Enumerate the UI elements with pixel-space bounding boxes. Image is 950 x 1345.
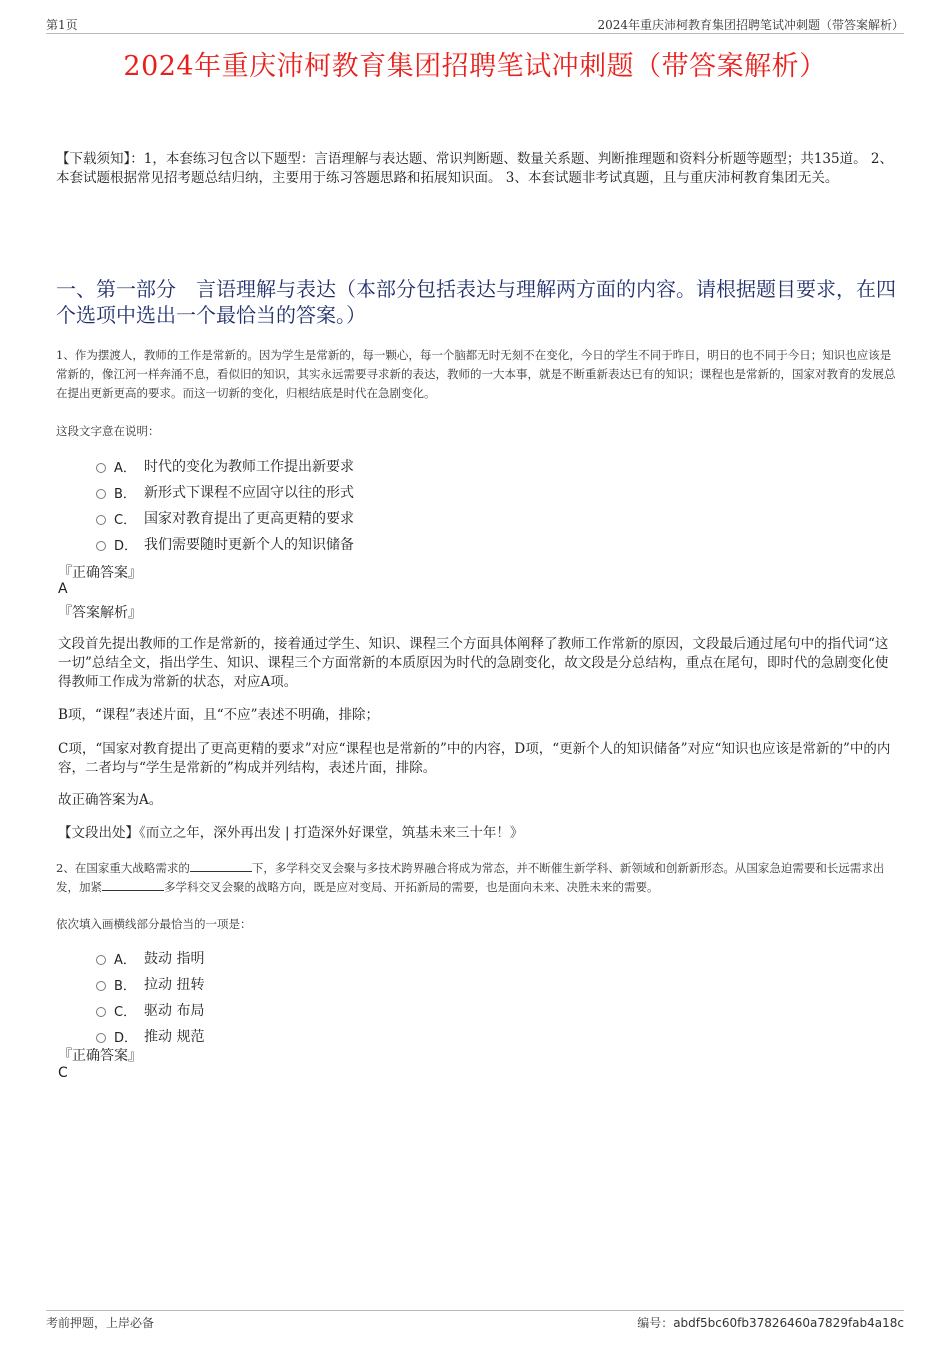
q1-option-a[interactable]	[96, 453, 354, 479]
option-text: 拉动 扭转	[144, 977, 205, 993]
q2-text-part-1: 2、在国家重大战略需求的	[56, 861, 190, 875]
fill-blank-2	[102, 879, 164, 891]
option-letter: B．	[114, 486, 136, 502]
q1-answer-label: 『正确答案』	[58, 565, 142, 581]
q1-analysis-para-3: C项，“国家对教育提出了更高更精的要求”对应“课程也是常新的”中的内容，D项，“更新个人的知识储备”对应“知识也应该是常新的”中的内容，二者均与“学生是常新的”构成并列结构，表述片面，排除。	[58, 741, 891, 776]
radio-icon[interactable]	[96, 1033, 106, 1043]
option-letter: D．	[114, 538, 138, 554]
radio-icon[interactable]	[96, 1007, 106, 1017]
question-2-text	[56, 859, 898, 897]
footer-slogan: 考前押题，上岸必备	[46, 1316, 155, 1330]
question-2-options	[96, 945, 204, 1049]
document-title: 2024年重庆沛柯教育集团招聘笔试冲刺题（带答案解析）	[123, 51, 827, 82]
option-text: 鼓动 指明	[144, 951, 205, 967]
q2-text-part-3: 多学科交叉会聚的战略方向，既是应对变局、开拓新局的需要，也是面向未来、决胜未来的需要。	[164, 880, 659, 894]
option-text: 推动 规范	[144, 1029, 205, 1045]
radio-icon[interactable]	[96, 955, 106, 965]
question-1-prompt: 这段文字意在说明：	[56, 424, 160, 438]
radio-icon[interactable]	[96, 541, 106, 551]
option-text: 我们需要随时更新个人的知识储备	[144, 537, 354, 553]
option-text: 驱动 布局	[144, 1003, 205, 1019]
q1-analysis-para-4: 故正确答案为A。	[58, 792, 163, 808]
question-2-prompt: 依次填入画横线部分最恰当的一项是：	[56, 917, 252, 931]
q1-analysis-para-1: 文段首先提出教师的工作是常新的，接着通过学生、知识、课程三个方面具体阐释了教师工作常新的原因，文段最后通过尾句中的指代词“这一切”总结全文，指出学生、知识、课程三个方面常新的本质原因为时代的急剧变化，故文段是分总结构，重点在尾句，即时代的急剧变化使得教师工作成为常新的状态，对应A项。	[58, 636, 889, 690]
q2-text-part-2: 下，多学科交叉会聚与多技术跨界融合将成为常态，并不断催生新学科、新领域和创新新形态。从国家急迫需要和长远需求出发，加紧	[56, 861, 885, 894]
q1-analysis-label: 『答案解析』	[58, 605, 142, 621]
q1-analysis-para-2: B项，“课程”表述片面，且“不应”表述不明确，排除；	[58, 707, 380, 723]
page-header	[46, 14, 904, 34]
section-title: 一、第一部分 言语理解与表达（本部分包括表达与理解两方面的内容。请根据题目要求，在四个选项中选出一个最恰当的答案。）	[56, 277, 896, 327]
option-letter: C．	[114, 512, 137, 528]
page-number: 第1页	[46, 18, 78, 32]
footer-divider	[46, 1310, 904, 1311]
option-letter: B．	[114, 978, 136, 994]
download-notice: 【下载须知】：1，本套练习包含以下题型：言语理解与表达题、常识判断题、数量关系题、判断推理题和资料分析题等题型；共135道。 2、本套试题根据常见招考题总结归纳，主要用于练习答题思路和拓展知识面。 3、本套试题非考试真题，且与重庆沛柯教育集团无关。	[56, 151, 893, 186]
option-text: 新形式下课程不应固守以往的形式	[144, 485, 354, 501]
q2-option-a[interactable]	[96, 945, 204, 971]
q2-answer: C	[58, 1065, 68, 1081]
q1-answer: A	[58, 581, 68, 597]
option-text: 时代的变化为教师工作提出新要求	[144, 459, 354, 475]
q1-source: 【文段出处】《而立之年，深外再出发 | 打造深外好课堂，筑基未来三十年！》	[58, 825, 524, 841]
question-1-text: 1、作为摆渡人，教师的工作是常新的。因为学生是常新的，每一颗心，每一个脑都无时无刻不在变化，今日的学生不同于昨日，明日的也不同于今日；知识也应该是常新的，像江河一样奔涌不息，看似旧的知识，其实永远需要寻求新的表达，教师的一大本事，就是不断重新表达已有的知识；课程也是常新的，国家对教育的发展总在提出更新更高的要求。而这一切新的变化，归根结底是时代在急剧变化。	[56, 348, 896, 400]
option-letter: A．	[114, 460, 136, 476]
radio-icon[interactable]	[96, 981, 106, 991]
q1-option-d[interactable]	[96, 531, 354, 557]
q2-answer-label: 『正确答案』	[58, 1048, 142, 1064]
option-text: 国家对教育提出了更高更精的要求	[144, 511, 354, 527]
footer-code-label: 编号：	[637, 1316, 674, 1330]
option-letter: C．	[114, 1004, 137, 1020]
header-doc-title: 2024年重庆沛柯教育集团招聘笔试冲刺题（带答案解析）	[597, 18, 904, 32]
footer-code-value: abdf5bc60fb37826460a7829fab4a18c	[673, 1316, 904, 1330]
footer-code	[637, 1314, 904, 1331]
q1-option-b[interactable]	[96, 479, 354, 505]
q1-option-c[interactable]	[96, 505, 354, 531]
option-letter: A．	[114, 952, 136, 968]
radio-icon[interactable]	[96, 489, 106, 499]
option-letter: D．	[114, 1030, 138, 1046]
question-1-options	[96, 453, 354, 557]
fill-blank-1	[190, 860, 252, 872]
radio-icon[interactable]	[96, 463, 106, 473]
radio-icon[interactable]	[96, 515, 106, 525]
q2-option-c[interactable]	[96, 997, 204, 1023]
q2-option-b[interactable]	[96, 971, 204, 997]
